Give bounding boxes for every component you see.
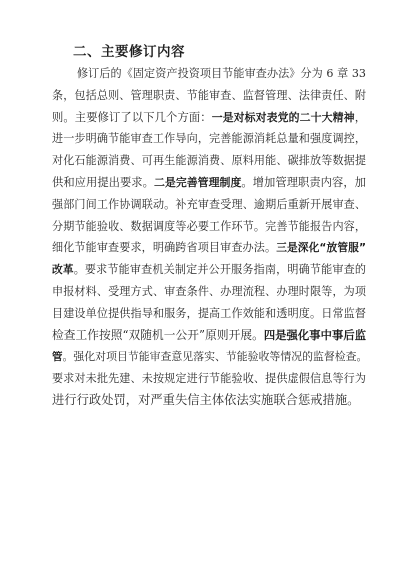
section-heading: 二、主要修订内容 [73, 44, 185, 60]
paragraph-line [52, 85, 366, 107]
emphasis-text: 四是强化事中事后监 [263, 328, 366, 342]
paragraph-line [52, 63, 366, 85]
emphasis-text: 一是对标对表党的二十大精神 [211, 110, 355, 124]
text-run: 对化石能源消费、可再生能源消费、原料用能、碳排放等数据提 [52, 154, 366, 168]
paragraph-line [52, 194, 366, 216]
paragraph-line [52, 172, 366, 194]
paragraph [52, 63, 366, 412]
text-run: 进行行政处罚，对严重失信主体依法实施联合惩戒措施。 [52, 392, 360, 407]
text-run: 检查工作按照“双随机一公开”原则开展。 [52, 327, 264, 342]
paragraph-line [52, 107, 366, 129]
paragraph-line [52, 390, 366, 412]
paragraph-line [52, 368, 366, 390]
text-run: 修订后的《固定资产投资项目节能审查办法》分为 6 章 33 [77, 67, 366, 80]
text-run: 申报材料、受理方式、审查条件、办理流程、办理时限等，为项 [52, 284, 366, 298]
paragraph-line [52, 259, 366, 281]
paragraph-line [52, 346, 366, 368]
paragraph-line [52, 150, 366, 172]
text-run: 细化节能审查要求，明确跨省项目审查办法。 [52, 241, 277, 255]
paragraph-line [52, 303, 366, 325]
text-run: 则。主要修订了以下几个方面： [52, 110, 212, 124]
emphasis-text: 改革 [52, 263, 74, 277]
emphasis-text: 三是深化“放管服” [276, 241, 366, 255]
text-run: 条，包括总则、管理职责、节能审查、监督管理、法律责任、附 [52, 88, 366, 102]
text-run: 。增加管理职责内容，加 [241, 175, 366, 189]
text-run: 要求对未批先建、未按规定进行节能验收、提供虚假信息等行为 [52, 372, 366, 386]
text-run: ， [354, 110, 366, 124]
paragraph-line [52, 325, 366, 347]
paragraph-line [52, 128, 366, 150]
paragraph-line [52, 216, 366, 238]
emphasis-text: 二是完善管理制度 [153, 175, 242, 189]
text-run: 进一步明确节能审查工作导向，完善能源消耗总量和强度调控， [52, 132, 366, 146]
paragraph-line [52, 237, 366, 259]
text-run: 供和应用提出要求。 [52, 175, 154, 189]
emphasis-text: 管 [52, 351, 63, 364]
paragraph-line [52, 281, 366, 303]
text-run: 分期节能验收、数据调度等必要工作环节。完善节能报告内容， [52, 219, 366, 233]
text-run: 强部门间工作协调联动。补充审查受理、逾期后重新开展审查、 [52, 197, 366, 211]
text-run: 。强化对项目节能审查意见落实、节能验收等情况的监督检查。 [62, 350, 368, 364]
text-run: 目建设单位提供指导和服务，提高工作效能和透明度。日常监督 [52, 306, 366, 320]
text-run: 。要求节能审查机关制定并公开服务指南，明确节能审查的 [73, 263, 366, 277]
